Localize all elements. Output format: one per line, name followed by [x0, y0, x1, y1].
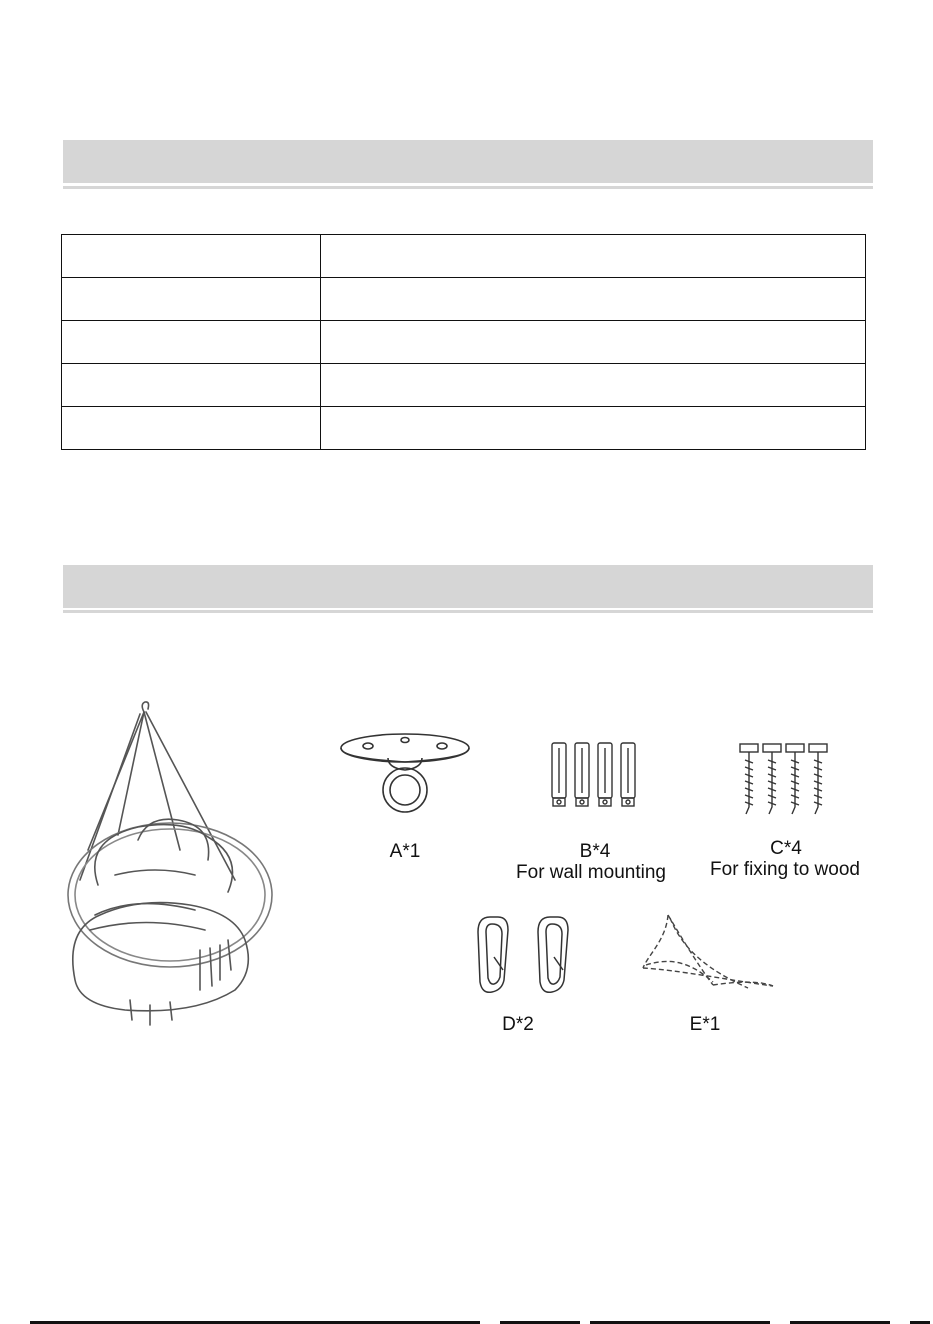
part-d-carabiners-illustration — [470, 912, 580, 997]
hanging-chair-illustration — [60, 700, 285, 1030]
table-cell-label — [62, 364, 321, 407]
part-b-label: B*4 — [579, 841, 611, 862]
table-row — [62, 235, 866, 278]
table-cell-label — [62, 235, 321, 278]
table-cell-value — [321, 364, 866, 407]
section-divider-2 — [63, 610, 873, 613]
part-b-wall-anchors-illustration — [548, 738, 638, 813]
part-b-note: For wall mounting — [516, 862, 666, 883]
table-row — [62, 278, 866, 321]
section-header-bar-2 — [63, 565, 873, 608]
table-row — [62, 364, 866, 407]
table-cell-value — [321, 321, 866, 364]
part-d-label: D*2 — [502, 1014, 534, 1035]
part-c-label: C*4 — [770, 838, 802, 859]
section-divider-1 — [63, 186, 873, 189]
table-row — [62, 407, 866, 450]
table-cell-label — [62, 278, 321, 321]
part-c-note: For fixing to wood — [710, 859, 860, 880]
section-header-bar-1 — [63, 140, 873, 183]
part-e-chain-illustration — [638, 910, 778, 995]
table-row — [62, 321, 866, 364]
table-cell-value — [321, 407, 866, 450]
table-cell-label — [62, 321, 321, 364]
specification-table — [61, 234, 866, 450]
table-cell-label — [62, 407, 321, 450]
part-e-label: E*1 — [689, 1014, 721, 1035]
part-a-label: A*1 — [389, 841, 421, 862]
table-cell-value — [321, 235, 866, 278]
part-a-ceiling-mount-illustration — [338, 728, 473, 828]
table-cell-value — [321, 278, 866, 321]
part-c-wood-screws-illustration — [738, 742, 833, 817]
